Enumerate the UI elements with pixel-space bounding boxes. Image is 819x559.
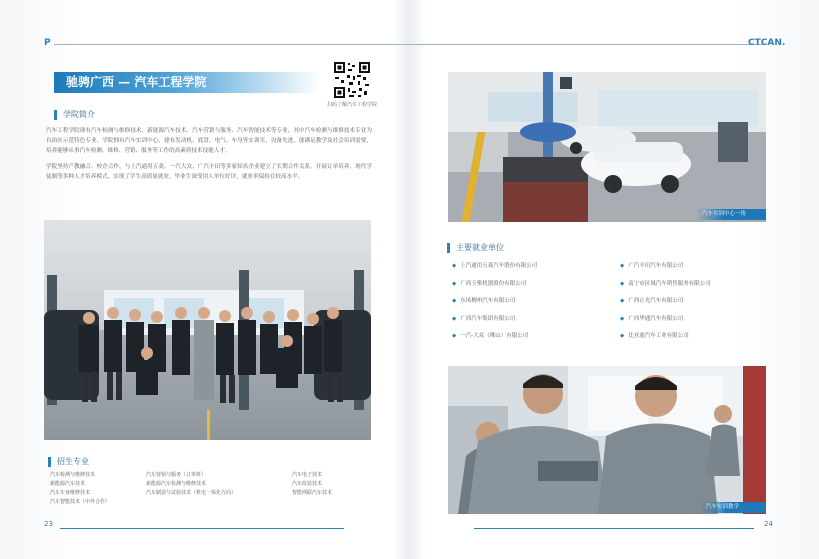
employers-right-list [620,261,711,349]
left-page-number: 23 [44,520,53,528]
bullet-icon: ◆ [620,298,625,304]
intro-paragraph-2: 学院坚持产教融合、校企合作，与上汽通用五菱、一汽大众、广汽丰田等多家知名企业建立了长期合作关系，开展订单培养、现代学徒制等多种人才培养模式，实现了学生高质量就业，毕业生深受用人单位好评，就业率保持在较高水平。 [46,164,372,180]
major-item: 汽车电子技术 [292,472,323,478]
page-title: 驰骋广西 — 汽车工程学院 [54,72,320,93]
qr-caption: 扫码了解汽车工程学院 [326,102,377,108]
employer-item: ◆ 东风柳州汽车有限公司 [452,298,516,304]
majors-heading [48,456,89,467]
bullet-icon: ◆ [452,298,457,304]
header-rule [54,44,764,45]
right-page-number: 24 [764,520,773,528]
intro-paragraph-1: 汽车工程学院现有汽车检测与维修技术、新能源汽车技术、汽车营销与服务、汽车智能技术等专业，其中汽车检测与维修技术专业为自治区示范特色专业。学院拥有汽车实训中心，建有发动机、底盘、电气、车身等实训室，设备先进，能满足教学及社会培训需要，培养能够从事汽车检测、维修、营销、服务等工作的高素质技术技能人才。 [46,128,372,154]
major-item: 汽车检测与维修技术 [50,472,96,478]
bullet-icon: ◆ [620,315,625,322]
major-item: 新能源汽车检测与维修技术 [146,481,207,487]
section-marker-icon [447,243,450,253]
employer-item: ◆ 广西正光汽车有限公司 [620,298,684,304]
bullet-icon: ◆ [620,280,625,287]
right-header-logo: CTCAN. [748,38,786,48]
bullet-icon: ◆ [452,263,457,269]
section-marker-icon [54,110,57,120]
major-item: 新能源汽车技术 [50,481,86,487]
intro-heading [54,109,95,120]
bullet-icon: ◆ [452,280,457,287]
intro-heading-text: 学院简介 [63,110,95,119]
employer-item: ◆ 广西玉柴机器股份有限公司 [452,280,527,287]
employer-item: ◆ 上汽通用五菱汽车股份有限公司 [452,263,538,269]
major-item: 汽车营销与服务（订单班） [146,472,207,478]
major-item: 汽车智能技术（中外合作） [50,499,111,505]
employer-item: ◆ 广西汽车集团有限公司 [452,315,516,322]
bullet-icon: ◆ [620,333,625,339]
training-center-photo [448,72,766,222]
right-footer-rule [474,528,754,529]
teaching-caption: 汽车实训教学 [700,502,766,513]
bullet-icon: ◆ [620,263,625,269]
left-footer-rule [60,528,344,529]
employer-item: ◆ 广汽丰田汽车有限公司 [620,263,684,269]
training-center-caption: 汽车实训中心一角 [696,209,766,220]
employer-item: ◆ 南宁市区域汽车销售服务有限公司 [620,280,711,287]
bullet-icon: ◆ [452,333,457,339]
employer-item: ◆ 比亚迪汽车工业有限公司 [620,333,689,339]
bullet-icon: ◆ [452,315,457,322]
major-item: 智能网联汽车技术 [292,490,333,496]
majors-list [50,471,372,505]
students-group-photo [44,220,371,440]
employers-heading [447,242,504,253]
qr-code-icon[interactable] [332,60,372,100]
employers-left-list [452,261,537,349]
major-item: 汽车车身维修技术 [50,490,91,496]
left-header-mark: P [44,38,51,48]
section-marker-icon [48,457,51,467]
major-item: 汽车制造与试验技术（机电一体化方向） [146,490,237,496]
employer-item: ◆ 广西华通汽车有限公司 [620,315,684,322]
employers-heading-text: 主要就业单位 [456,243,504,252]
teaching-photo [448,366,766,514]
major-item: 汽车改装技术 [292,481,323,487]
employer-item: ◆ 一汽-大众（佛山）有限公司 [452,333,529,339]
majors-heading-text: 招生专业 [57,457,89,466]
